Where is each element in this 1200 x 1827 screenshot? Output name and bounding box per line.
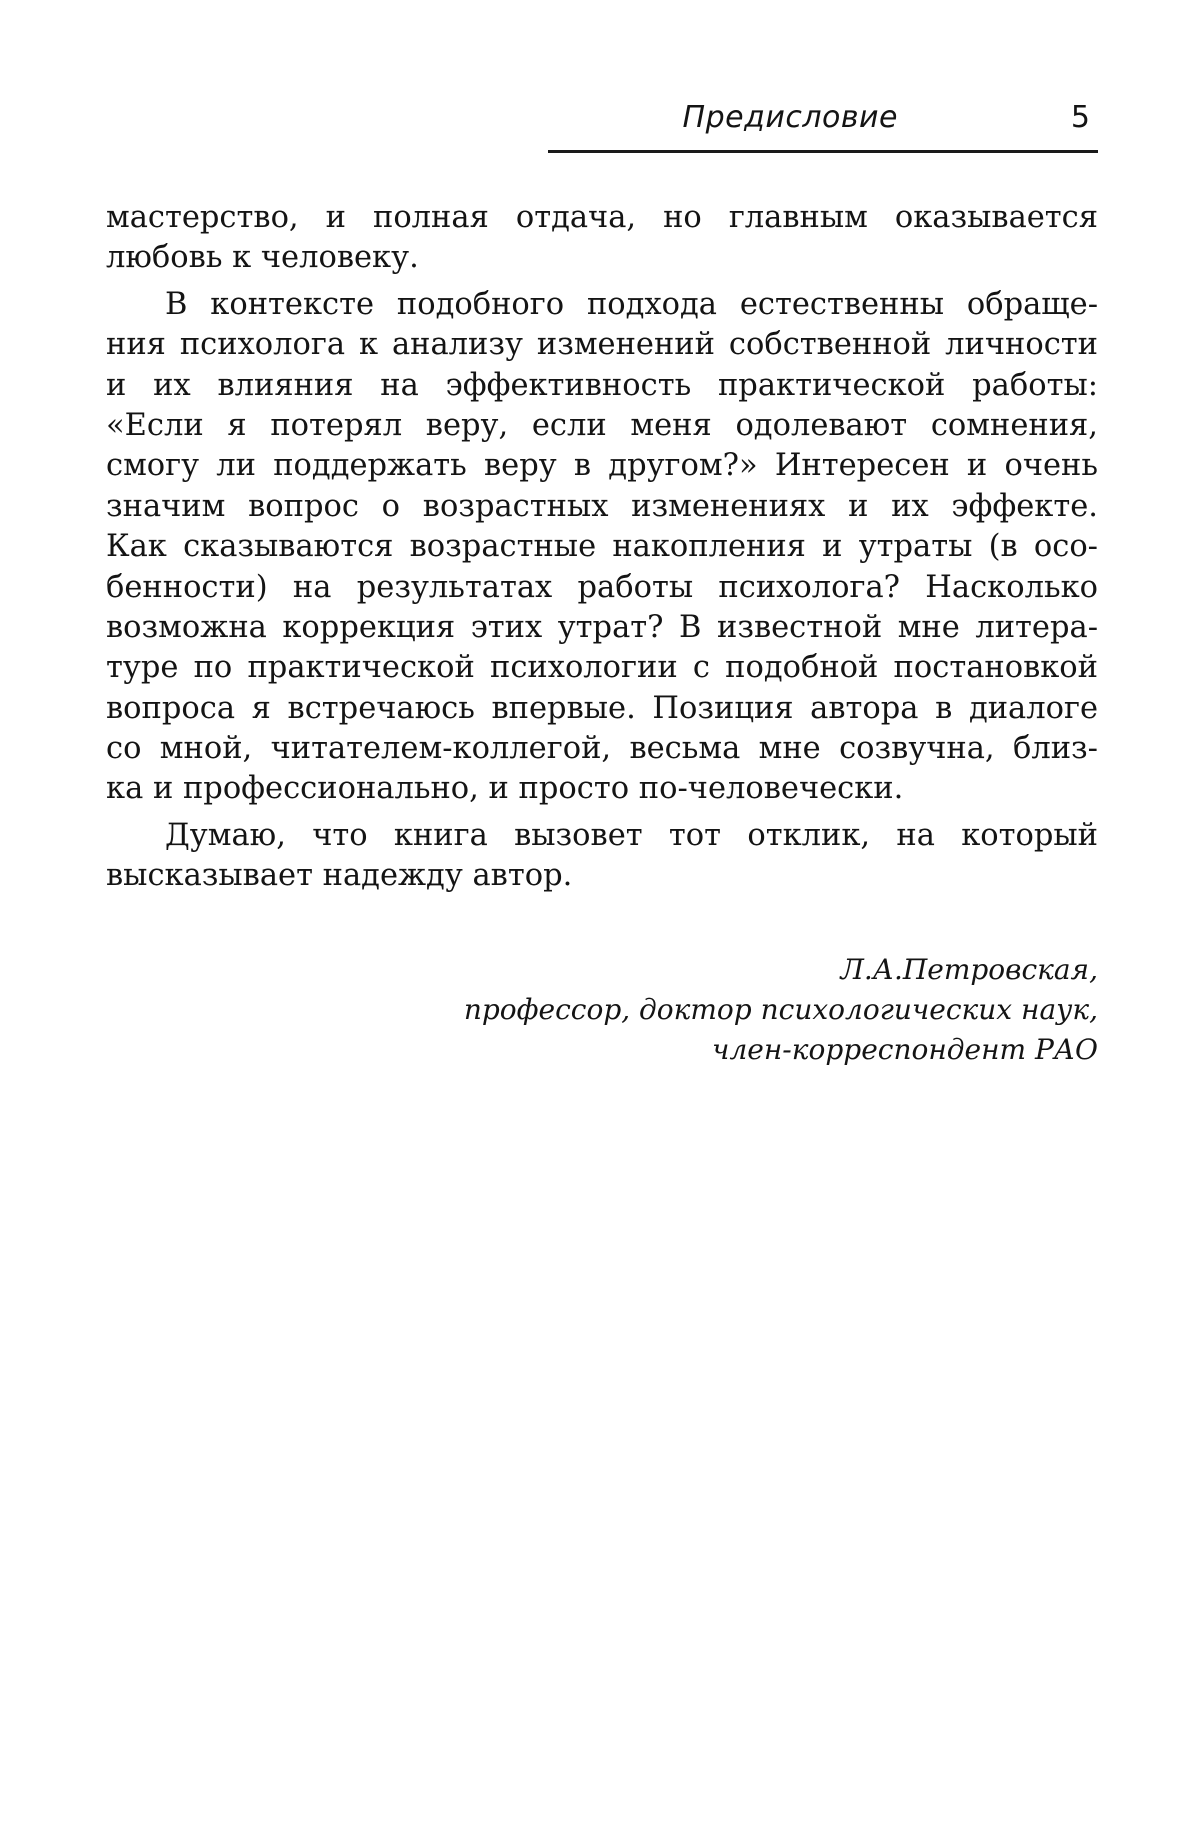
- paragraph-1: [106, 198, 1098, 279]
- author-title: профессор, доктор психологических наук,: [463, 993, 1098, 1026]
- text-line: смогу ли поддержать веру в другом?» Интересен и очень: [106, 448, 1098, 484]
- body-text: [106, 198, 1098, 897]
- text-line: со мной, читателем-коллегой, весьма мне созвучна, близ-: [106, 731, 1098, 767]
- text-line: В контексте подобного подхода естественны обраще-: [165, 286, 1098, 322]
- running-header: [548, 98, 1098, 153]
- author-name: Л.А.Петровская,: [840, 953, 1098, 986]
- text-line: «Если я потерял веру, если меня одолевают сомнения,: [106, 407, 1098, 443]
- page-number: 5: [1070, 100, 1090, 135]
- text-line: и их влияния на эффективность практической работы:: [106, 367, 1098, 403]
- text-line: вопроса я встречаюсь впервые. Позиция автора в диалоге: [106, 690, 1098, 726]
- text-line: значим вопрос о возрастных изменениях и их эффекте.: [106, 488, 1098, 524]
- paragraph-3: [106, 816, 1098, 897]
- running-title: Предисловие: [682, 100, 898, 135]
- text-line: ка и профессионально, и просто по-человечески.: [106, 771, 904, 807]
- paragraph-2: [106, 285, 1098, 810]
- author-membership: член-корреспондент РАО: [712, 1033, 1098, 1066]
- text-line: ния психолога к анализу изменений собственной личности: [106, 327, 1098, 363]
- text-line: высказывает надежду автор.: [106, 858, 573, 894]
- text-line: Как сказываются возрастные накопления и утраты (в осо-: [106, 529, 1098, 565]
- text-line: бенности) на результатах работы психолога? Насколько: [106, 569, 1098, 605]
- text-line: Думаю, что книга вызовет тот отклик, на который: [165, 817, 1098, 853]
- text-line: мастерство, и полная отдача, но главным оказывается: [106, 200, 1098, 235]
- signature-block: [398, 950, 1098, 1070]
- text-line: возможна коррекция этих утрат? В известной мне литера-: [106, 609, 1098, 645]
- text-line: любовь к человеку.: [106, 240, 419, 276]
- text-line: туре по практической психологии с подобной постановкой: [106, 650, 1098, 686]
